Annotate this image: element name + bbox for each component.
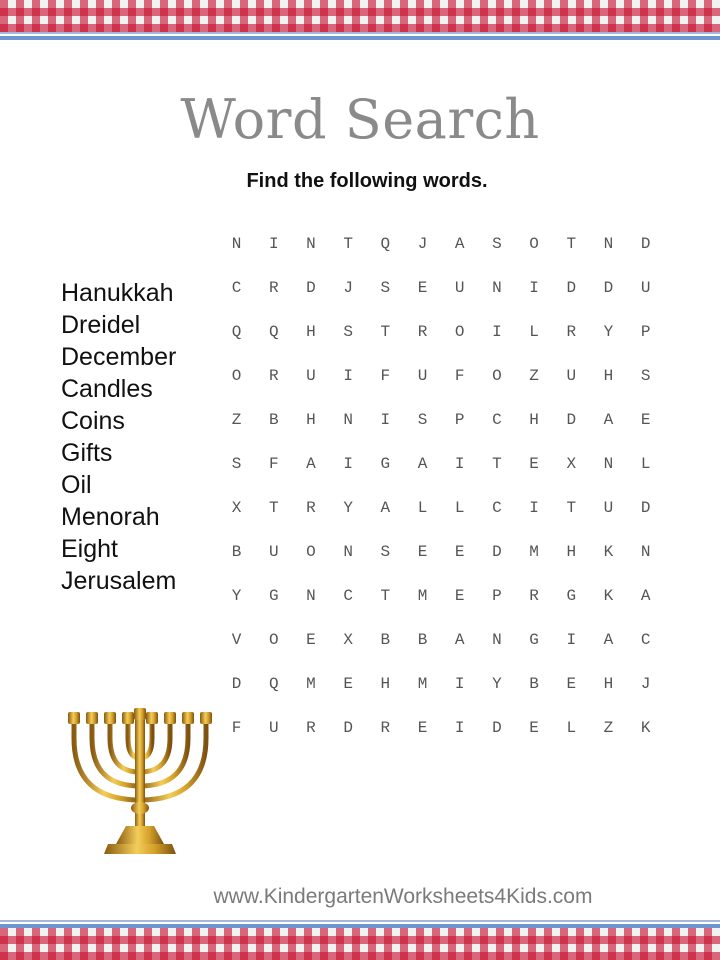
grid-cell: T [566, 499, 577, 517]
grid-cell: N [640, 543, 651, 561]
grid-cell: R [380, 719, 391, 737]
grid-cell: A [640, 587, 651, 605]
top-blue-rule [0, 32, 720, 40]
menorah-icon [60, 708, 220, 860]
grid-cell: E [454, 543, 465, 561]
grid-cell: I [454, 455, 465, 473]
grid-cell: B [231, 543, 242, 561]
grid-cell: R [566, 323, 577, 341]
grid-cell: N [603, 235, 614, 253]
grid-cell: O [492, 367, 502, 385]
word-list [61, 277, 176, 597]
grid-cell: O [454, 323, 465, 341]
grid-cell: T [380, 323, 391, 341]
grid-cell: B [417, 631, 428, 649]
footer-website: www.KindergartenWorksheets4Kids.com [213, 885, 593, 908]
grid-cell: I [454, 675, 465, 693]
grid-cell: N [603, 455, 614, 473]
grid-cell: M [417, 675, 428, 693]
grid-cell: I [343, 455, 353, 473]
grid-cell: C [640, 631, 651, 649]
grid-cell: U [306, 367, 316, 385]
grid-cell: T [268, 499, 279, 517]
grid-cell: N [492, 279, 502, 297]
grid-cell: I [268, 235, 279, 253]
grid-cell: F [268, 455, 279, 473]
grid-cell: S [640, 367, 651, 385]
grid-cell: H [306, 323, 316, 341]
grid-cell: H [566, 543, 577, 561]
grid-cell: N [343, 411, 353, 429]
grid-cell: U [566, 367, 577, 385]
grid-cell: A [417, 455, 428, 473]
grid-cell: Q [268, 323, 279, 341]
grid-cell: S [417, 411, 428, 429]
grid-cell: E [343, 675, 353, 693]
grid-cell: N [231, 235, 242, 253]
grid-cell: T [566, 235, 577, 253]
grid-cell: L [454, 499, 465, 517]
grid-cell: N [306, 587, 316, 605]
grid-cell: L [640, 455, 651, 473]
grid-cell: F [454, 367, 465, 385]
grid-cell: E [529, 719, 539, 737]
grid-cell: A [603, 411, 614, 429]
word-list-item: Dreidel [61, 311, 141, 339]
grid-cell: U [417, 367, 428, 385]
grid-cell: D [566, 411, 577, 429]
grid-cell: A [603, 631, 614, 649]
grid-cell: E [529, 455, 539, 473]
word-list-item: Gifts [61, 439, 113, 467]
instruction-text: Find the following words. [246, 170, 488, 192]
grid-cell: I [529, 279, 539, 297]
grid-cell: R [306, 719, 316, 737]
page-title: Word Search [180, 88, 540, 151]
grid-cell: R [268, 367, 279, 385]
grid-cell: I [529, 499, 539, 517]
grid-cell: D [492, 543, 502, 561]
grid-cell: R [306, 499, 316, 517]
grid-cell: E [454, 587, 465, 605]
grid-cell: K [640, 719, 651, 737]
grid-cell: O [231, 367, 242, 385]
grid-cell: J [640, 675, 651, 693]
grid-cell: G [566, 587, 577, 605]
grid-cell: M [306, 675, 316, 693]
grid-cell: Q [380, 235, 391, 253]
grid-cell: O [306, 543, 316, 561]
grid-cell: L [566, 719, 577, 737]
grid-cell: Z [529, 367, 539, 385]
grid-cell: B [380, 631, 391, 649]
grid-cell: M [529, 543, 539, 561]
grid-cell: S [380, 543, 391, 561]
word-list-item: Oil [61, 471, 92, 499]
grid-cell: D [343, 719, 353, 737]
grid-cell: C [492, 499, 502, 517]
grid-cell: R [529, 587, 539, 605]
grid-cell: F [231, 719, 242, 737]
grid-cell: S [343, 323, 353, 341]
grid-cell: Y [603, 323, 614, 341]
word-list-item: Eight [61, 535, 118, 563]
grid-cell: H [306, 411, 316, 429]
grid-cell: V [231, 631, 242, 649]
letter-grid [218, 222, 664, 750]
grid-cell: M [417, 587, 428, 605]
grid-cell: E [417, 543, 428, 561]
grid-cell: I [343, 367, 353, 385]
grid-cell: B [529, 675, 539, 693]
grid-cell: S [231, 455, 242, 473]
grid-cell: H [603, 675, 614, 693]
grid-cell: I [380, 411, 391, 429]
grid-cell: P [454, 411, 465, 429]
grid-cell: E [640, 411, 651, 429]
grid-cell: Z [231, 411, 242, 429]
grid-cell: J [417, 235, 428, 253]
bottom-blue-rule [0, 920, 720, 928]
grid-cell: O [268, 631, 279, 649]
grid-cell: K [603, 587, 614, 605]
grid-cell: T [380, 587, 391, 605]
grid-cell: Q [268, 675, 279, 693]
grid-cell: X [566, 455, 577, 473]
grid-cell: G [380, 455, 391, 473]
grid-cell: S [492, 235, 502, 253]
grid-cell: I [454, 719, 465, 737]
word-list-item: Coins [61, 407, 125, 435]
grid-cell: E [417, 279, 428, 297]
grid-cell: D [603, 279, 614, 297]
grid-cell: A [380, 499, 391, 517]
grid-cell: C [231, 279, 242, 297]
grid-cell: F [380, 367, 391, 385]
grid-cell: E [566, 675, 577, 693]
grid-cell: D [566, 279, 577, 297]
word-list-item: Hanukkah [61, 279, 174, 307]
grid-cell: P [492, 587, 502, 605]
grid-cell: Z [603, 719, 614, 737]
grid-cell: G [268, 587, 279, 605]
grid-cell: N [306, 235, 316, 253]
grid-cell: R [268, 279, 279, 297]
grid-cell: U [603, 499, 614, 517]
grid-cell: A [454, 235, 465, 253]
grid-cell: R [417, 323, 428, 341]
top-gingham-border [0, 0, 720, 32]
grid-cell: N [343, 543, 353, 561]
grid-cell: A [454, 631, 465, 649]
grid-cell: U [268, 543, 279, 561]
word-list-item: Menorah [61, 503, 160, 531]
grid-cell: K [603, 543, 614, 561]
grid-cell: X [231, 499, 242, 517]
word-list-item: December [61, 343, 177, 371]
grid-cell: D [640, 235, 651, 253]
word-list-item: Candles [61, 375, 153, 403]
grid-cell: I [566, 631, 577, 649]
grid-cell: I [492, 323, 502, 341]
grid-cell: U [454, 279, 465, 297]
grid-cell: D [231, 675, 242, 693]
grid-cell: D [492, 719, 502, 737]
grid-cell: Y [343, 499, 353, 517]
grid-cell: L [529, 323, 539, 341]
grid-cell: E [306, 631, 316, 649]
grid-cell: X [343, 631, 353, 649]
word-list-item: Jerusalem [61, 567, 177, 595]
grid-cell: B [268, 411, 279, 429]
grid-cell: P [640, 323, 651, 341]
bottom-gingham-border [0, 928, 720, 960]
grid-cell: H [603, 367, 614, 385]
grid-cell: L [417, 499, 428, 517]
grid-cell: C [492, 411, 502, 429]
grid-cell: H [380, 675, 391, 693]
grid-cell: Y [492, 675, 502, 693]
grid-cell: E [417, 719, 428, 737]
grid-cell: J [343, 279, 353, 297]
grid-cell: G [529, 631, 539, 649]
grid-cell: D [640, 499, 651, 517]
grid-cell: N [492, 631, 502, 649]
grid-cell: D [306, 279, 316, 297]
grid-cell: T [343, 235, 353, 253]
grid-cell: Q [231, 323, 242, 341]
grid-cell: A [306, 455, 316, 473]
grid-cell: S [380, 279, 391, 297]
grid-cell: U [268, 719, 279, 737]
grid-cell: C [343, 587, 353, 605]
grid-cell: U [640, 279, 651, 297]
grid-cell: T [492, 455, 502, 473]
grid-cell: Y [231, 587, 242, 605]
grid-cell: O [529, 235, 539, 253]
grid-cell: H [529, 411, 539, 429]
